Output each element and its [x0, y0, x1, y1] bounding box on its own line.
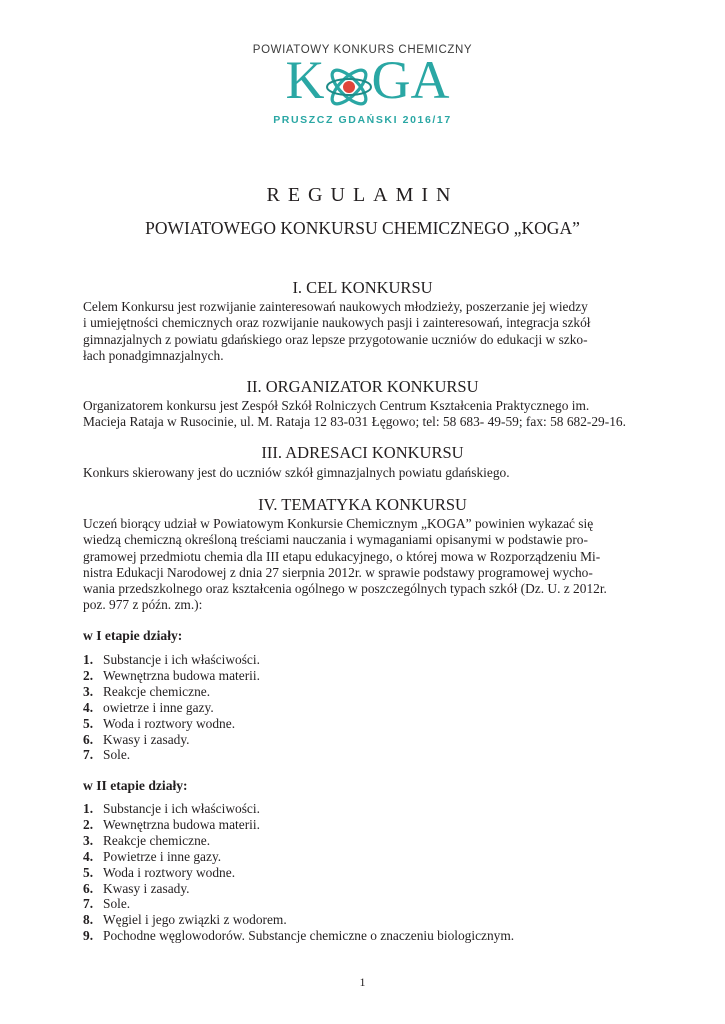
list-number: 6. — [83, 731, 94, 747]
list-item — [83, 684, 260, 700]
list-number: 2. — [83, 667, 94, 683]
list-text: Substancje i ich właściwości. — [103, 801, 260, 816]
list-item — [83, 928, 514, 944]
text-line: gramowej przedmiotu chemia dla III etapu edukacyjnego, o której mowa w Rozporządzeniu Mi- — [83, 548, 601, 564]
list-text: Powietrze i inne gazy. — [103, 848, 222, 864]
list-item — [83, 716, 260, 732]
list-text: Wewnętrzna budowa materii. — [103, 667, 260, 683]
list-item — [83, 801, 514, 817]
list-number: 7. — [83, 747, 94, 763]
section-heading-cel: I. CEL KONKURSU — [292, 278, 433, 297]
text-line: Organizatorem konkursu jest Zespół Szkół Rolniczych Centrum Kształcenia Praktycznego im. — [83, 398, 590, 413]
list-item — [83, 849, 514, 865]
list-item — [83, 747, 260, 763]
section-heading-tematyka: IV. TEMATYKA KONKURSU — [258, 495, 467, 514]
list-text: Woda i roztwory wodne. — [103, 864, 236, 880]
text-line: gimnazjalnych z powiatu gdańskiego oraz lepsze przygotowanie uczniów do edukacji w szko- — [83, 331, 588, 347]
list-number: 7. — [83, 896, 94, 912]
logo-letters-ga: GA — [371, 50, 450, 110]
section-heading-organizator: II. ORGANIZATOR KONKURSU — [246, 377, 479, 396]
contest-logo — [0, 44, 725, 126]
list-item — [83, 865, 514, 881]
list-number: 1. — [83, 652, 94, 667]
list-text: owietrze i inne gazy. — [103, 699, 214, 715]
section-heading-adresaci: III. ADRESACI KONKURSU — [261, 443, 464, 462]
list-number: 1. — [83, 801, 94, 816]
list-number: 4. — [83, 848, 94, 864]
list-number: 4. — [83, 699, 94, 715]
list-text: Wewnętrzna budowa materii. — [103, 816, 260, 832]
logo-wordmark — [278, 50, 450, 110]
stage1-heading: w I etapie działy: — [83, 628, 183, 643]
list-item — [83, 668, 260, 684]
list-number: 3. — [83, 832, 94, 848]
text-line: Konkurs skierowany jest do uczniów szkół gimnazjalnych powiatu gdańskiego. — [83, 465, 510, 480]
list-text: Substancje i ich właściwości. — [103, 652, 260, 667]
list-text: Kwasy i zasady. — [103, 880, 190, 896]
text-line: wania przedszkolnego oraz kształcenia ogólnego w poszczególnych typach szkół (Dz. U. z 2012r. — [83, 581, 607, 597]
text-line: Celem Konkursu jest rozwijanie zainteresowań naukowych młodzieży, poszerzanie jej wiedzy — [83, 299, 588, 314]
list-number: 5. — [83, 715, 94, 731]
list-item — [83, 652, 260, 668]
list-text: Sole. — [103, 747, 131, 763]
section-body-adresaci — [83, 465, 643, 481]
list-number: 6. — [83, 880, 94, 896]
text-line: poz. 977 z późn. zm.): — [83, 597, 203, 613]
list-number: 8. — [83, 912, 94, 928]
list-text: Węgiel i jego związki z wodorem. — [103, 912, 287, 928]
logo-bottom-text: PRUSZCZ GDAŃSKI 2016/17 — [273, 114, 452, 126]
list-item — [83, 833, 514, 849]
section-body-cel — [83, 299, 643, 364]
section-body-organizator — [83, 398, 643, 431]
list-text: Reakcje chemiczne. — [103, 683, 211, 699]
list-number: 9. — [83, 928, 94, 944]
text-line: łach ponadgimnazjalnych. — [83, 347, 224, 363]
text-line: Uczeń biorący udział w Powiatowym Konkursie Chemicznym „KOGA” powinien wykazać się — [83, 516, 594, 531]
list-item — [83, 896, 514, 912]
list-text: Sole. — [103, 896, 131, 912]
list-number: 3. — [83, 683, 94, 699]
logo-top-text: POWIATOWY KONKURS CHEMICZNY — [252, 44, 473, 56]
atom-icon — [324, 62, 374, 112]
text-line: wiedzą chemiczną określoną treściami nauczania i wymaganiami opisanymi w podstawie pro- — [83, 532, 588, 548]
document-title: REGULAMIN — [266, 184, 459, 206]
list-text: Kwasy i zasady. — [103, 731, 190, 747]
logo-letter-k: K — [285, 50, 325, 110]
section-body-tematyka — [83, 516, 643, 614]
list-item — [83, 700, 260, 716]
document-subtitle: POWIATOWEGO KONKURSU CHEMICZNEGO „KOGA” — [145, 218, 580, 238]
stage2-heading: w II etapie działy: — [83, 778, 188, 793]
list-item — [83, 732, 260, 748]
text-line: i umiejętności chemicznych oraz rozwijanie naukowych pasji i zainteresowań, integracja szkół — [83, 315, 591, 331]
stage2-list — [83, 801, 514, 944]
list-text: Woda i roztwory wodne. — [103, 715, 236, 731]
text-line: Macieja Rataja w Rusocinie, ul. M. Rataja 12 83-031 Łęgowo; tel: 58 683- 49-59; fax: 58 682-29-16. — [83, 414, 626, 430]
page-number: 1 — [359, 975, 366, 989]
text-line: nistra Edukacji Narodowej z dnia 27 sierpnia 2012r. w sprawie podstawy programowej wycho- — [83, 564, 593, 580]
list-item — [83, 817, 514, 833]
list-text: Pochodne węglowodorów. Substancje chemiczne o znaczeniu biologicznym. — [103, 928, 515, 944]
list-number: 2. — [83, 816, 94, 832]
list-item — [83, 912, 514, 928]
list-text: Reakcje chemiczne. — [103, 832, 211, 848]
list-number: 5. — [83, 864, 94, 880]
stage1-list — [83, 652, 260, 763]
list-item — [83, 881, 514, 897]
